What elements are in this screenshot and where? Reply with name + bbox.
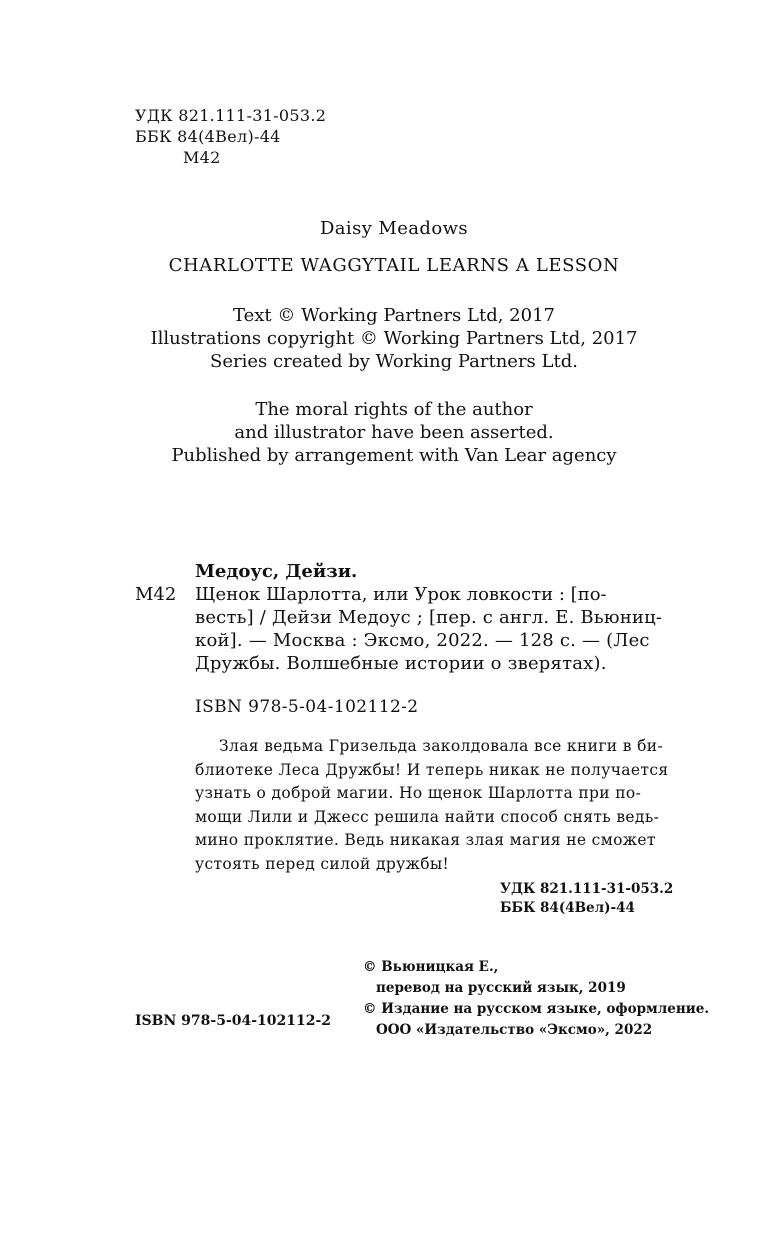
classification-codes xyxy=(135,105,326,168)
annotation-line: мощи Лили и Джесс решила найти способ снять ведь- xyxy=(195,807,660,826)
copyright-line: перевод на русский язык, 2019 xyxy=(376,980,626,996)
annotation-line: мино проклятие. Ведь никакая злая магия не сможет xyxy=(195,831,656,849)
bbk-code: ББК 84(4Вел)-44 xyxy=(135,127,281,146)
copyright-line: ООО «Издательство «Эксмо», 2022 xyxy=(376,1022,653,1038)
credits-block xyxy=(0,304,768,373)
bibliographic-record xyxy=(135,560,680,675)
copyright-line: © Издание на русском языке, оформление. xyxy=(363,1001,710,1017)
rights-line: Published by arrangement with Van Lear agency xyxy=(171,445,617,466)
annotation-line: устоять перед силой дружбы! xyxy=(195,854,450,873)
footer-udk: УДК 821.111-31-053.2 xyxy=(500,881,674,897)
credit-line: Illustrations copyright © Working Partners Ltd, 2017 xyxy=(150,328,638,349)
footer-codes xyxy=(500,880,673,918)
rights-line: and illustrator have been asserted. xyxy=(234,422,554,443)
annotation-line: узнать о доброй магии. Но щенок Шарлотта при по- xyxy=(195,784,642,802)
bib-line: Дружбы. Волшебные истории о зверятах). xyxy=(195,653,607,674)
rights-block xyxy=(0,398,768,467)
bib-first-row xyxy=(135,583,680,606)
original-title: CHARLOTTE WAGGYTAIL LEARNS A LESSON xyxy=(168,255,620,276)
original-author: Daisy Meadows xyxy=(319,218,469,239)
bib-isbn: ISBN 978-5-04-102112-2 xyxy=(195,697,419,717)
credit-line: Series created by Working Partners Ltd. xyxy=(210,351,578,372)
credit-line: Text © Working Partners Ltd, 2017 xyxy=(233,305,555,326)
bib-author-heading: Медоус, Дейзи. xyxy=(195,561,358,582)
annotation xyxy=(195,735,680,876)
udk-code: УДК 821.111-31-053.2 xyxy=(135,106,327,125)
annotation-line: Злая ведьма Гризельда заколдовала все книги в би- xyxy=(219,737,664,755)
bib-line: Щенок Шарлотта, или Урок ловкости : [по- xyxy=(195,584,607,605)
copyright-block xyxy=(363,957,709,1041)
bib-code: М42 xyxy=(135,584,177,605)
author-mark: М42 xyxy=(183,148,221,167)
isbn-bottom: ISBN 978-5-04-102112-2 xyxy=(135,1013,332,1029)
copyright-line: © Вьюницкая Е., xyxy=(363,959,499,975)
rights-line: The moral rights of the author xyxy=(255,399,533,420)
bib-line: кой]. — Москва : Эксмо, 2022. — 128 с. — (Лес xyxy=(195,630,650,651)
footer-bbk: ББК 84(4Вел)-44 xyxy=(500,900,635,916)
annotation-line: блиотеке Леса Дружбы! И теперь никак не получается xyxy=(195,760,669,779)
bib-line: весть] / Дейзи Медоус ; [пер. с англ. Е. Вьюниц- xyxy=(195,607,663,628)
